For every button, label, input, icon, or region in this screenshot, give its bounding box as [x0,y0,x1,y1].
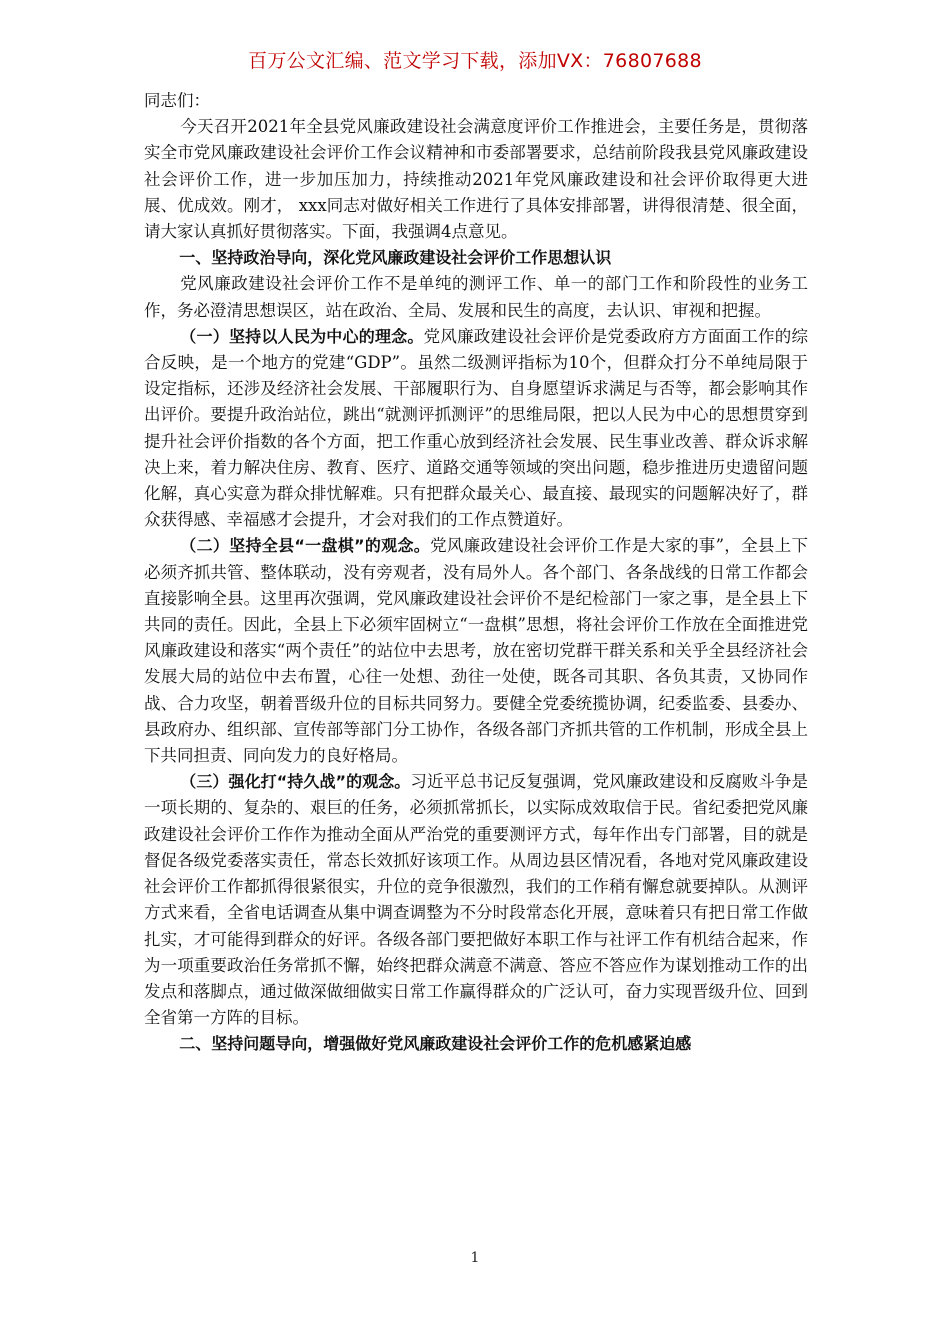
section-2-heading: 二、坚持问题导向，增强做好党风廉政建设社会评价工作的危机感紧迫感 [179,1034,692,1054]
point-3-title: （三）强化打“持久战”的观念。 [180,772,411,792]
point-1-paragraph [144,324,808,534]
point-1-title: （一）坚持以人民为中心的理念。 [180,326,424,346]
point-3-text: 习近平总书记反复强调，党风廉政建设和反腐败斗争是一项长期的、复杂的、艰巨的任务，必须抓常抓长，以实际成效取信于民。省纪委把党风廉政建设社会评价工作作为推动全面从严治党的重要测评方式，每年作出专门部署，目的就是督促各级党委落实责任，常态长效抓好该项工作。从周边县区情况看，各地对党风廉政建设社会评价工作都抓得很紧很实，升位的竞争很激烈，我们的工作稍有懈怠就要掉队。从测评方式来看，全省电话调查从集中调查调整为不分时段常态化开展，意味着只有把日常工作做扎实，才可能得到群众的好评。各级各部门要把做好本职工作与社评工作有机结合起来，作为一项重要政治任务常抓不懈，始终把群众满意不满意、答应不答应作为谋划推动工作的出发点和落脚点，通过做深做细做实日常工作赢得群众的广泛认可，奋力实现晋级升位、回到全省第一方阵的目标。 [144,772,808,1028]
salutation: 同志们： [144,91,210,110]
point-2-paragraph [144,533,808,769]
document-body [144,88,808,1058]
header-banner: 百万公文汇编、范文学习下载，添加VX：76807688 [248,50,702,72]
intro-paragraph: 今天召开2021年全县党风廉政建设社会满意度评价工作推进会，主要任务是，贯彻落实全市党风廉政建设社会评价工作会议精神和市委部署要求，总结前阶段我县党风廉政建设社会评价工作，进一步加压加力，持续推动2021年党风廉政建设和社会评价取得更大进展、优成效。刚才， xxx同志对做好相关工作进行了具体安排部署，讲得很清楚、很全面，请大家认真抓好贯彻落实。下面，我强调4点意见。 [144,117,808,242]
page-number: 1 [470,1250,480,1266]
point-2-title: （二）坚持全县“一盘棋”的观念。 [180,536,431,556]
point-2-text: 党风廉政建设社会评价工作是大家的事”，全县上下必须齐抓共管、整体联动，没有旁观者，没有局外人。各个部门、各条战线的日常工作都会直接影响全县。这里再次强调，党风廉政建设社会评价不是纪检部门一家之事，是全县上下共同的责任。因此，全县上下必须牢固树立“一盘棋”思想，将社会评价工作放在全面推进党风廉政建设和落实“两个责任”的站位中去思考，放在密切党群干群关系和关乎全县经济社会发展大局的站位中去布置，心往一处想、劲往一处使，既各司其职、各负其责，又协同作战、合力攻坚，朝着晋级升位的目标共同努力。要健全党委统揽协调，纪委监委、县委办、县政府办、组织部、宣传部等部门分工协作，各级各部门齐抓共管的工作机制，形成全县上下共同担责、同向发力的良好格局。 [144,536,808,766]
point-3-paragraph [144,769,808,1031]
section-1-heading: 一、坚持政治导向，深化党风廉政建设社会评价工作思想认识 [179,248,612,268]
section-1-intro: 党风廉政建设社会评价工作不是单纯的测评工作、单一的部门工作和阶段性的业务工作，务必澄清思想误区，站在政治、全局、发展和民生的高度，去认识、审视和把握。 [144,274,808,320]
point-1-text: 党风廉政建设社会评价是党委政府方方面面工作的综合反映，是一个地方的党建“GDP”。虽然二级测评指标为10个，但群众打分不单纯局限于设定指标，还涉及经济社会发展、干部履职行为、自身愿望诉求满足与否等，都会影响其作出评价。要提升政治站位，跳出“就测评抓测评”的思维局限，把以人民为中心的思想贯穿到提升社会评价指数的各个方面，把工作重心放到经济社会发展、民生事业改善、群众诉求解决上来，着力解决住房、教育、医疗、道路交通等领域的突出问题，稳步推进历史遗留问题化解，真心实意为群众排忧解难。只有把群众最关心、最直接、最现实的问题解决好了，群众获得感、幸福感才会提升，才会对我们的工作点赞道好。 [144,326,808,530]
